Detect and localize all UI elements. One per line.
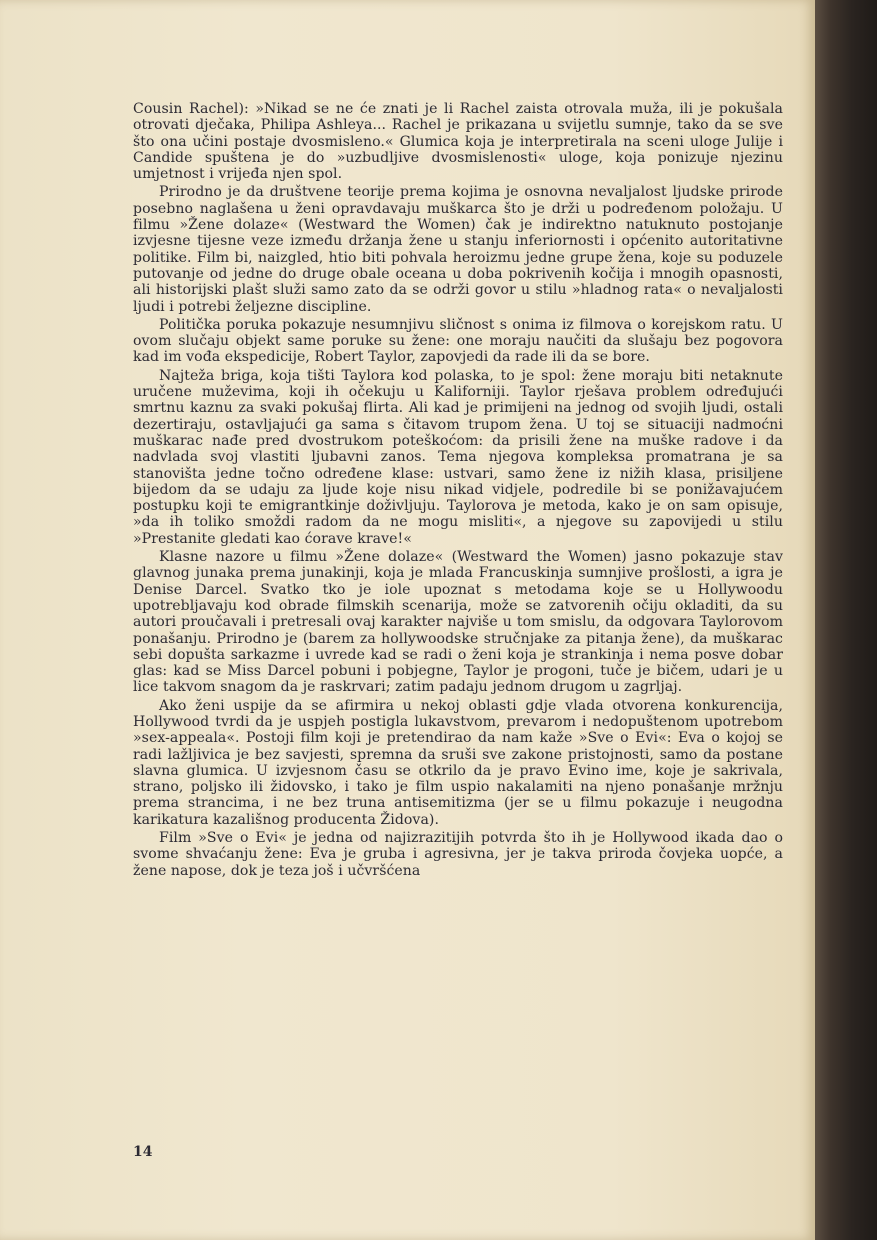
page-number: 14: [133, 1144, 153, 1160]
paragraph-1: Cousin Rachel): »Nikad se ne će znati je li Rachel zaista otrovala muža, ili je pokušala otrovati dječaka, Philipa Ashleya... Rachel je prikazana u svijetlu sumnje, tako da se sve što ona učini postaje dvosmisleno.« Glumica koja je interpretirala na sceni uloge Julije i Candide spuštena je do »uzbudljive dvosmislenosti« uloge, koja ponizuje njezinu umjetnost i vrijeđa njen spol.: [133, 101, 783, 183]
paragraph-7: Film »Sve o Evi« je jedna od najizrazitijih potvrda što ih je Hollywood ikada dao o svome shvaćanju žene: Eva je gruba i agresivna, jer je takva priroda čovjeka uopće, a žene napose, dok je teza još i učvršćena: [133, 830, 783, 879]
paragraph-5: Klasne nazore u filmu »Žene dolaze« (Westward the Women) jasno pokazuje stav glavnog junaka prema junakinji, koja je mlada Francuskinja sumnjive prošlosti, a igra je Denise Darcel. Svatko tko je iole upoznat s metodama koje se u Hollywoodu upotrebljavaju kod obrade filmskih scenarija, može se zatvorenih očiju okladiti, da su autori proučavali i pretresali ovaj karakter najviše u tom smislu, da odgovara Taylorovom ponašanju. Prirodno je (barem za hollywoodske stručnjake za pitanja žene), da muškarac sebi dopušta sarkazme i uvrede kad se radi o ženi koja je strankinja i nema posve dobar glas: kad se Miss Darcel pobuni i pobjegne, Taylor je progoni, tuče je bičem, udari je u lice takvom snagom da je raskrvari; zatim padaju jednom drugom u zagrljaj.: [133, 549, 783, 696]
paragraph-2: Prirodno je da društvene teorije prema kojima je osnovna nevaljalost ljudske prirode posebno naglašena u ženi opravdavaju muškarca što je drži u podređenom položaju. U filmu »Žene dolaze« (Westward the Women) čak je indirektno natuknuto postojanje izvjesne tijesne veze između držanja žene u stanju inferiornosti i općenito autoritativne politike. Film bi, naizgled, htio biti pohvala heroizmu jedne grupe žena, koje su poduzele putovanje od jedne do druge obale oceana u doba pokrivenih kočija i mnogih opasnosti, ali historijski plašt služi samo zato da se održi govor u stilu »hladnog rata« o nevaljalosti ljudi i potrebi željezne discipline.: [133, 184, 783, 315]
paragraph-3: Politička poruka pokazuje nesumnjivu sličnost s onima iz filmova o korejskom ratu. U ovom slučaju objekt same poruke su žene: one moraju naučiti da slušaju bez pogovora kad im vođa ekspedicije, Robert Taylor, zapovjedi da rade ili da se bore.: [133, 316, 783, 366]
paragraph-6: Ako ženi uspije da se afirmira u nekoj oblasti gdje vlada otvorena konkurencija, Hollywood tvrdi da je uspjeh postigla lukavstvom, prevarom i nedopuštenom upotrebom »sex-appeala«. Postoji film koji je pretendirao da nam kaže »Sve o Evi«: Eva o kojoj se radi lažljivica je bez savjesti, spremna da sruši sve zakone pristojnosti, samo da postane slavna glumica. U izvjesnom času se otkrilo da je pravo Evino ime, koje je sakrivala, strano, poljsko ili židovsko, i tako je film uspio nakalamiti na njeno ponašanje mržnju prema strancima, i ne bez truna antisemitizma (jer se u filmu pokazuje i neugodna karikatura kazališnog producenta Židova).: [133, 697, 783, 828]
body-text: [133, 101, 783, 879]
paragraph-4: Najteža briga, koja tišti Taylora kod polaska, to je spol: žene moraju biti netaknute uručene muževima, koji ih očekuju u Kaliforniji. Taylor rješava problem određujući smrtnu kaznu za svaki pokušaj flirta. Ali kad je primijeni na jednog od svojih ljudi, ostali dezertiraju, ostavljajući ga sama s čitavom trupom žena. U toj se situaciji nadmoćni muškarac nađe pred dvostrukom poteškoćom: da prisili žene na muške radove i da nadvlada svoj vlastiti ljubavni zanos. Tema njegova kompleksa promatrana je sa stanovišta jedne točno određene klase: ustvari, samo žene iz nižih klasa, prisiljene bijedom da se udaju za ljude koje nisu nikad vidjele, podredile bi se ponižavajućem postupku koji te emigrantkinje doživljuju. Taylorova je metoda, kako je on sam opisuje, »da ih toliko smoždi radom da ne mogu misliti«, a njegove su zapovijedi u stilu »Prestanite gledati kao ćorave krave!«: [133, 367, 783, 547]
book-spine: [815, 0, 877, 1240]
